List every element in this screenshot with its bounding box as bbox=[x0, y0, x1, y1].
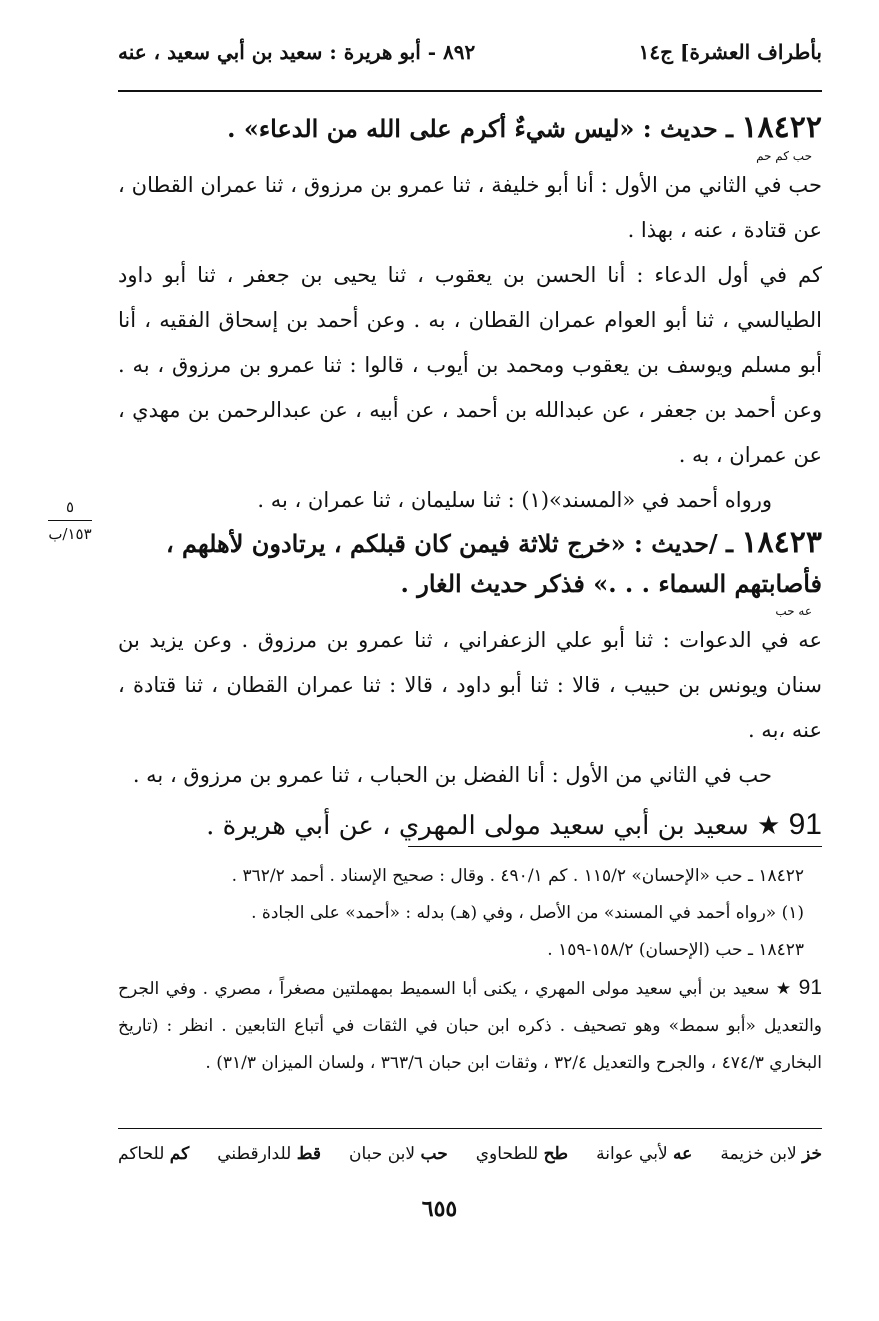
footnote-rule bbox=[408, 846, 822, 847]
chapter-number: 91 bbox=[788, 808, 822, 841]
abbreviation-code: عه bbox=[673, 1144, 693, 1164]
footnotes bbox=[118, 858, 822, 1082]
abbreviation-item bbox=[596, 1144, 692, 1164]
hadith-18423-chain-awana: عه في الدعوات : ثنا أبو علي الزعفراني ، ثنا عمرو بن مرزوق . وعن يزيد بن سنان ويونس بن حبيب ، قالا : ثنا أبو داود ، قالا : ثنا عمران القطان ، ثنا قتادة ، عنه ،به . bbox=[118, 628, 822, 742]
hadith-text: ـ /حديث : «خرج ثلاثة فيمن كان قبلكم ، يرتادون لأهلهم ، فأصابتهم السماء . . .» فذكر حديث الغار . bbox=[165, 529, 822, 598]
hadith-18422-chain-ahmad: ورواه أحمد في «المسند»(١) : ثنا سليمان ، ثنا عمران ، به . bbox=[257, 488, 772, 512]
abbreviation-item bbox=[349, 1144, 448, 1164]
footnote-91-number: 91 bbox=[798, 976, 823, 999]
abbreviation-name: للحاكم bbox=[118, 1144, 165, 1164]
hadith-18422-chain-hibban: حب في الثاني من الأول : أنا أبو خليفة ، ثنا عمرو بن مرزوق ، ثنا عمران القطان ، عن قتادة ، عنه ، بهذا . bbox=[118, 173, 822, 242]
chapter-title: سعيد بن أبي سعيد مولى المهري ، عن أبي هريرة . bbox=[206, 811, 749, 841]
hadith-sigla: حب كم حم bbox=[756, 149, 812, 163]
chapter-91-heading bbox=[118, 798, 822, 853]
footnote-91-text: سعيد بن أبي سعيد مولى المهري ، يكنى أبا السميط بمهملتين مصغراً ، مصري . وفي الجرح والتعديل «أبو سمط» وهو تصحيف . ذكره ابن حبان في الثقات في أتباع التابعين . انظر : (تاريخ البخاري ٤٧٤/٣ ، والجرح والتعديل ٣٢/٤ ، وثقات ابن حبان ٣٦٣/٦ ، ولسان الميزان ٣١/٣) . bbox=[118, 979, 822, 1073]
abbreviation-item bbox=[217, 1144, 321, 1164]
hadith-text: ـ حديث : «ليس شيءٌ أكرم على الله من الدعاء» . bbox=[227, 114, 734, 143]
abbreviation-code: خز bbox=[802, 1144, 822, 1164]
abbreviations-rule bbox=[118, 1128, 822, 1129]
abbreviations-key bbox=[118, 1144, 822, 1164]
header-section: ٨٩٢ - أبو هريرة : سعيد بن أبي سعيد ، عنه bbox=[118, 40, 476, 64]
running-header bbox=[118, 40, 822, 80]
manuscript-folio-note bbox=[28, 498, 112, 543]
footnote-91 bbox=[118, 969, 822, 1082]
folio-divider bbox=[48, 520, 92, 521]
abbreviation-name: للطحاوي bbox=[475, 1144, 539, 1164]
star-icon: ★ bbox=[775, 979, 793, 999]
abbreviation-name: للدارقطني bbox=[217, 1144, 292, 1164]
hadith-18423-chain-hibban: حب في الثاني من الأول : أنا الفضل بن الحباب ، ثنا عمرو بن مرزوق ، به . bbox=[132, 763, 772, 787]
abbreviation-code: قط bbox=[296, 1144, 321, 1164]
footnote-18422: ١٨٤٢٢ ـ حب «الإحسان» ١١٥/٢ . كم ٤٩٠/١ . وقال : صحيح الإسناد . أحمد ٣٦٢/٢ . bbox=[231, 866, 804, 886]
header-rule bbox=[118, 90, 822, 92]
header-volume: بأطراف العشرة] ج١٤ bbox=[638, 40, 822, 64]
abbreviation-item bbox=[118, 1144, 189, 1164]
abbreviation-item bbox=[720, 1144, 822, 1164]
main-text bbox=[118, 108, 822, 853]
hadith-number: ١٨٤٢٣ bbox=[741, 525, 822, 560]
abbreviation-code: طح bbox=[543, 1144, 569, 1164]
hadith-18423-heading bbox=[118, 523, 822, 604]
abbreviation-name: لأبي عوانة bbox=[596, 1144, 668, 1164]
folio-mark-bottom: ١٥٣/ب bbox=[48, 525, 92, 543]
footnote-1: (١) «رواه أحمد في المسند» من الأصل ، وفي (هـ) بدله : «أحمد» على الجادة . bbox=[251, 903, 804, 923]
abbreviation-name: لابن حبان bbox=[349, 1144, 416, 1164]
folio-mark-top: ٥ bbox=[65, 498, 75, 516]
hadith-sigla: عه حب bbox=[775, 604, 812, 618]
page-number: ٦٥٥ bbox=[421, 1196, 458, 1222]
hadith-18422-chain-hakim: كم في أول الدعاء : أنا الحسن بن يعقوب ، ثنا يحيى بن جعفر ، ثنا أبو داود الطيالسي ، ثنا أبو العوام عمران القطان ، به . وعن أحمد بن إسحاق الفقيه ، أنا أبو مسلم ويوسف بن يعقوب ومحمد بن أيوب ، قالوا : ثنا عمرو بن مرزوق ، به . وعن أحمد بن جعفر ، عن عبدالله بن أحمد ، عن أبيه ، عن عبدالرحمن بن مهدي ، عن عمران ، به . bbox=[118, 263, 822, 467]
abbreviation-item bbox=[476, 1144, 568, 1164]
abbreviation-code: كم bbox=[169, 1144, 190, 1164]
footnote-18423: ١٨٤٢٣ ـ حب (الإحسان) ١٥٨/٢-١٥٩ . bbox=[547, 940, 804, 960]
abbreviation-code: حب bbox=[420, 1144, 448, 1164]
hadith-number: ١٨٤٢٢ bbox=[741, 110, 822, 145]
star-icon: ★ bbox=[757, 811, 781, 841]
hadith-18422-heading bbox=[118, 108, 822, 149]
abbreviation-name: لابن خزيمة bbox=[720, 1144, 797, 1164]
